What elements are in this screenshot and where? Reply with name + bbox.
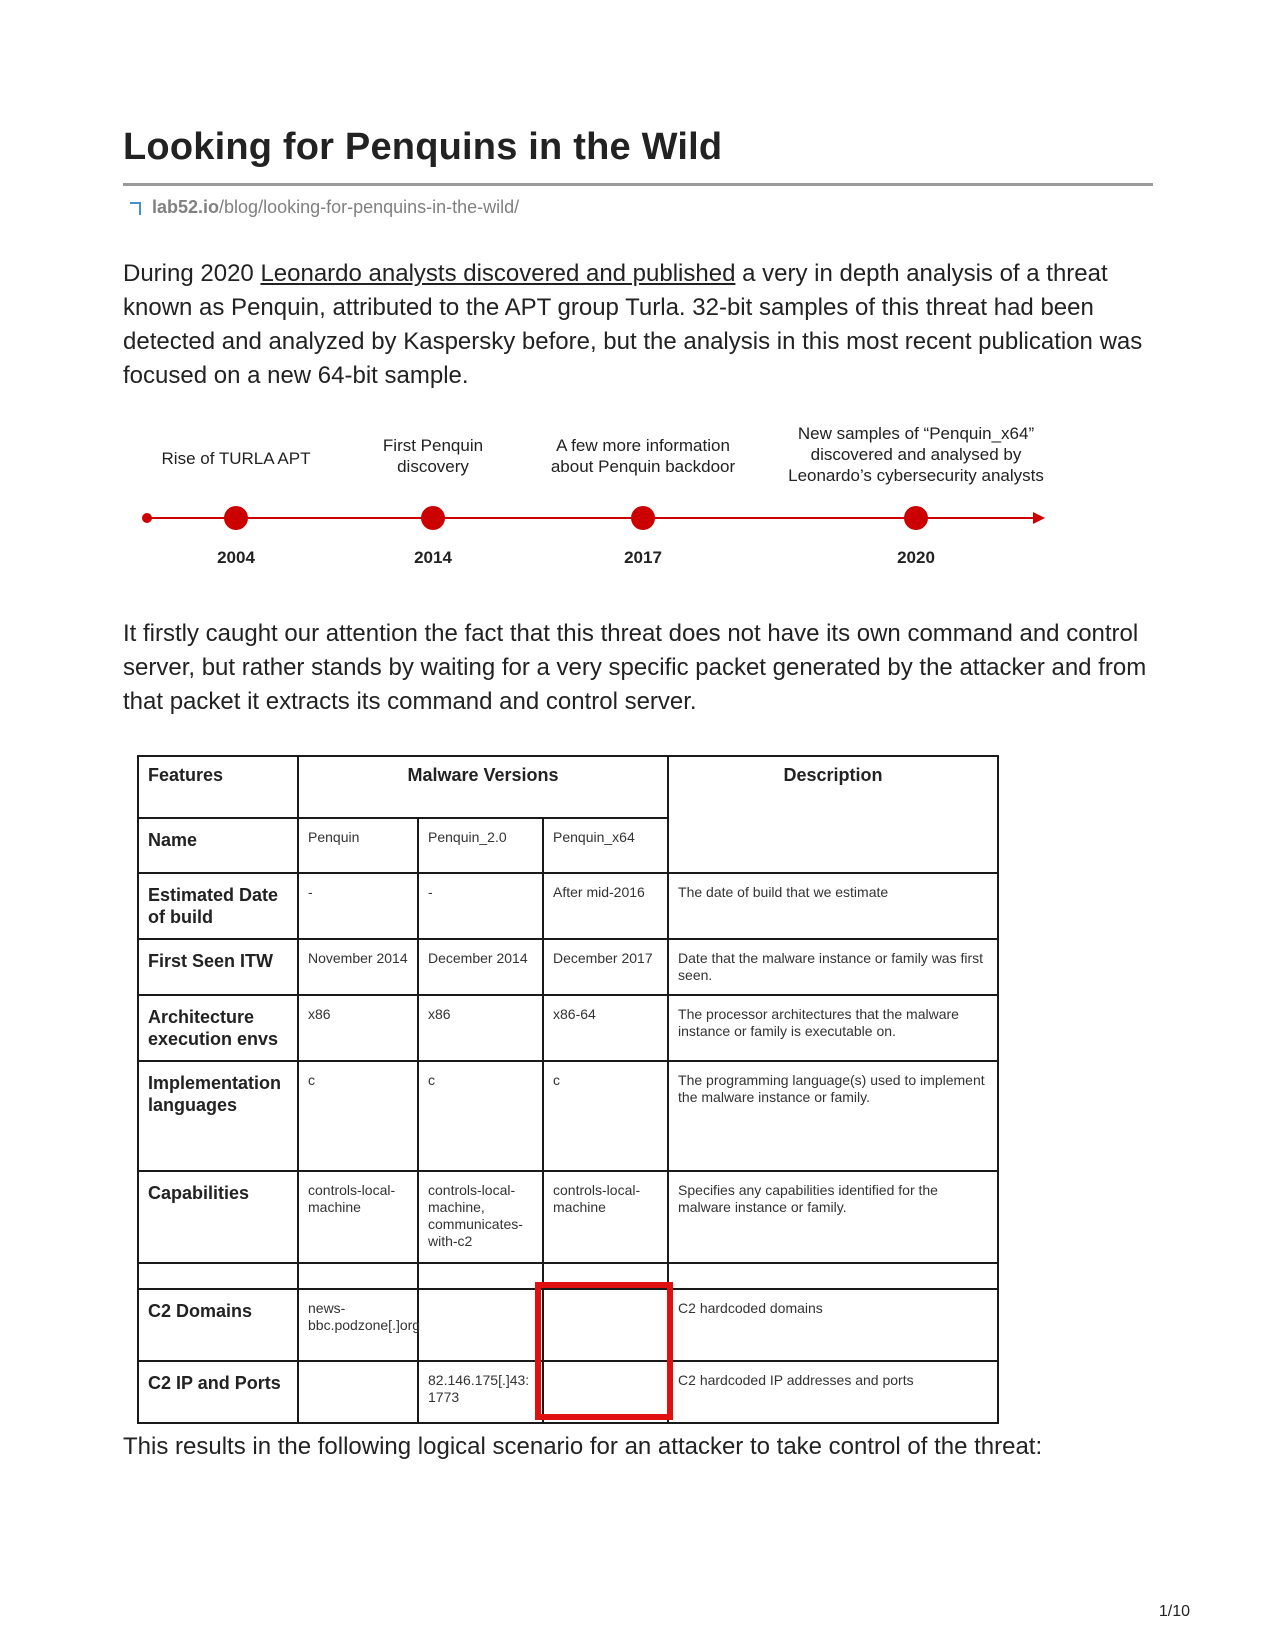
timeline-label-1: Rise of TURLA APT (161, 449, 311, 468)
table-cell: After mid-2016 (543, 873, 668, 939)
row-label: Implementation languages (138, 1061, 298, 1171)
intro-paragraph (123, 257, 1158, 393)
table-cell: x86 (418, 995, 543, 1061)
table-header-row (138, 756, 998, 818)
table-cell (138, 1263, 298, 1289)
timeline-label-3: A few more information about Penquin backdoor (550, 436, 736, 476)
table-cell: - (298, 873, 418, 939)
table-cell (418, 1263, 543, 1289)
table-cell: c (298, 1061, 418, 1171)
table-cell: 82.146.175[.]43:1773 (418, 1361, 543, 1423)
row-label: Capabilities (138, 1171, 298, 1263)
table-cell (668, 1263, 998, 1289)
timeline-marker-2004 (224, 506, 248, 530)
table-cell: Date that the malware instance or family was first seen. (668, 939, 998, 995)
table-cell: Penquin_x64 (543, 818, 668, 873)
header-features: Features (138, 756, 298, 818)
table-cell: C2 hardcoded domains (668, 1289, 998, 1361)
table-cell: The date of build that we estimate (668, 873, 998, 939)
table-cell: December 2017 (543, 939, 668, 995)
intro-text-start: During 2020 (123, 260, 261, 287)
timeline-marker-2017 (631, 506, 655, 530)
intro-text-end: a very in depth analysis of a threat known as Penquin, attributed to the APT group Turla. 32-bit samples of this threat had been detected and analyzed by Kaspersky before, but the analysis in this most recent publication was focused on a new 64-bit sample. (123, 260, 1143, 389)
source-link[interactable] (128, 197, 519, 218)
timeline-label-4: New samples of “Penquin_x64” discovered and analysed by Leonardo’s cybersecurity analysts (788, 424, 1044, 485)
table-cell: December 2014 (418, 939, 543, 995)
table-cell: x86-64 (543, 995, 668, 1061)
penquin-x64-c2-highlight-box (535, 1282, 673, 1420)
table-cell: November 2014 (298, 939, 418, 995)
table-cell (298, 1263, 418, 1289)
header-malware-versions: Malware Versions (298, 756, 668, 818)
title-divider (123, 183, 1153, 186)
table-cell: Penquin_2.0 (418, 818, 543, 873)
timeline-year-2: 2014 (414, 548, 452, 567)
row-label: C2 Domains (138, 1289, 298, 1361)
table-cell: controls-local-machine, communicates-with-c2 (418, 1171, 543, 1263)
table-cell: c (543, 1061, 668, 1171)
leonardo-analysis-link[interactable]: Leonardo analysts discovered and published (260, 260, 736, 287)
table-row (138, 1171, 998, 1263)
row-label: Architecture execution envs (138, 995, 298, 1061)
table-cell: news-bbc.podzone[.]org (298, 1289, 418, 1361)
timeline-year-3: 2017 (624, 548, 662, 567)
timeline-year-1: 2004 (217, 548, 255, 567)
table-row (138, 939, 998, 995)
table-cell: c (418, 1061, 543, 1171)
row-label: C2 IP and Ports (138, 1361, 298, 1423)
table-cell: C2 hardcoded IP addresses and ports (668, 1361, 998, 1423)
timeline-year-4: 2020 (897, 548, 935, 567)
table-cell: - (418, 873, 543, 939)
page-number: 1/10 (1158, 1603, 1190, 1620)
table-cell: Specifies any capabilities identified for the malware instance or family. (668, 1171, 998, 1263)
timeline-arrow-icon (1033, 512, 1045, 524)
header-description: Description (668, 756, 998, 873)
table-row (138, 1061, 998, 1171)
table-cell (298, 1361, 418, 1423)
table-cell: The programming language(s) used to implement the malware instance or family. (668, 1061, 998, 1171)
timeline-figure (123, 424, 1123, 600)
source-domain: lab52.io (152, 197, 220, 217)
row-label: Estimated Date of build (138, 873, 298, 939)
table-cell: Penquin (298, 818, 418, 873)
page-title: Looking for Penquins in the Wild (123, 126, 723, 168)
timeline-marker-2020 (904, 506, 928, 530)
table-row (138, 873, 998, 939)
scenario-paragraph: This results in the following logical scenario for an attacker to take control of the threat: (123, 1433, 1043, 1460)
timeline-start-dot (142, 513, 152, 523)
table-cell: controls-local-machine (543, 1171, 668, 1263)
table-cell: The processor architectures that the malware instance or family is executable on. (668, 995, 998, 1061)
link-icon (128, 199, 144, 217)
row-label: First Seen ITW (138, 939, 298, 995)
source-path: /blog/looking-for-penquins-in-the-wild/ (219, 197, 520, 217)
table-cell (418, 1289, 543, 1361)
c2-paragraph: It firstly caught our attention the fact that this threat does not have its own command and control server, but rather stands by waiting for a very specific packet generated by the attacker and from that packet it extracts its command and control server. (123, 620, 1147, 715)
table-cell: controls-local-machine (298, 1171, 418, 1263)
table-row (138, 995, 998, 1061)
table-cell: x86 (298, 995, 418, 1061)
timeline-marker-2014 (421, 506, 445, 530)
row-label: Name (138, 818, 298, 873)
timeline-label-2: First Penquin discovery (382, 436, 484, 476)
